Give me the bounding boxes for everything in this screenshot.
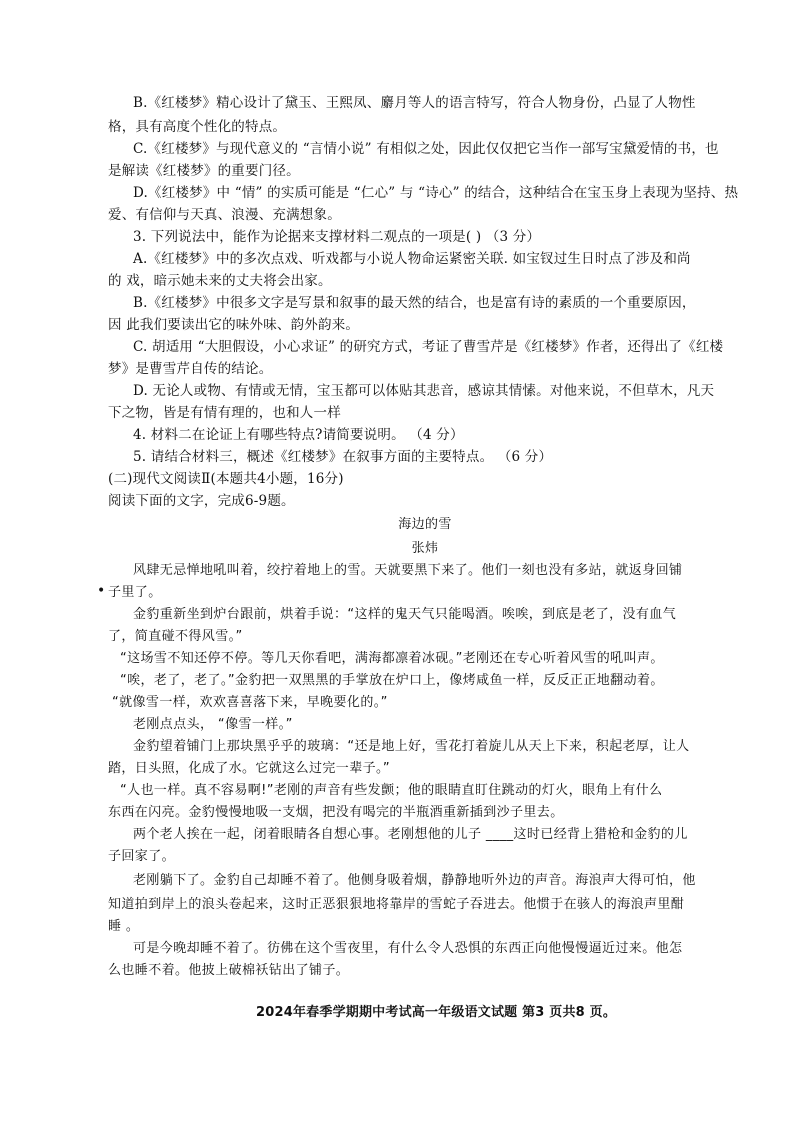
paragraph-2-line-1: 金豹重新坐到炉台跟前，烘着手说：“这样的鬼天气只能喝酒。唉唉，到底是老了，没有血气	[133, 607, 677, 622]
section-heading: (二)现代文阅读Ⅱ(本题共4小题，16分)	[108, 471, 344, 487]
paragraph-10-line-2: 么也睡不着。他披上破棉袄钻出了铺子。	[108, 963, 350, 978]
paragraph-3: “这场雪不知还停不停。等几天你看吧，满海都凛着冰砚。”老刚还在专心听着风雪的吼叫声。	[120, 651, 664, 666]
question-3: 3. 下列说法中，能作为论据来支撑材料二观点的一项是( ) （3 分）	[133, 229, 541, 245]
q3-option-d-line-1: D. 无论人或物、有情或无情，宝玉都可以体贴其悲音，感谅其情愫。对他来说，不但草木，凡天	[133, 383, 715, 399]
q3-option-c-line-2: 梦》是曹雪芹自传的结论。	[108, 361, 273, 377]
section-instruction: 阅读下面的文字，完成6-9题。	[108, 493, 295, 509]
q3-option-a-line-1: A.《红楼梦》中的多次点戏、听戏都与小说人物命运紧密关联. 如宝钗过生日时点了涉及和尚	[133, 251, 691, 267]
option-b-line-1: B.《红楼梦》精心设计了黛玉、王熙凤、麝月等人的语言特写，符合人物身份，凸显了人物性	[133, 95, 696, 111]
paragraph-7-line-1: “人也一样。真不容易啊!”老刚的声音有些发颤；他的眼睛直盯住跳动的灯火，眼角上有什么	[120, 783, 663, 798]
paragraph-6-line-2: 踏，日头照，化成了水。它就这么过完一辈子。”	[108, 761, 391, 776]
paragraph-1-line-1: 风肆无忌惮地吼叫着，绞拧着地上的雪。天就要黑下来了。他们一刻也没有多站，就返身回铺	[133, 563, 683, 578]
paragraph-9-line-2: 知道拍到岸上的浪头卷起来，这时正恶狠狠地将靠岸的雪蛇子吞进去。他惯于在骇人的海浪声里酣	[108, 897, 685, 912]
q3-option-b-line-2: 因 此我们要读出它的味外味、韵外韵来。	[108, 317, 360, 333]
paragraph-6-line-1: 金豹望着铺门上那块黑乎乎的玻璃：“还是地上好，雪花打着旋儿从天上下来，积起老厚，让人	[133, 739, 690, 754]
paragraph-7-line-2: 东西在闪亮。金豹慢慢地吸一支烟，把没有喝完的半瓶酒重新插到沙子里去。	[108, 805, 564, 820]
paragraph-8-line-2: 子回家了。	[108, 849, 176, 864]
option-d-line-2: 爱、有信仰与天真、浪漫、充满想象。	[108, 207, 341, 223]
paragraph-5: 老刚点点头， “像雪一样。”	[133, 717, 293, 732]
option-c-line-2: 是解读《红楼梦》的重要门径。	[108, 163, 300, 179]
q3-option-d-line-2: 下之物，皆是有情有理的，也和人一样	[108, 405, 341, 421]
paragraph-4-line-2: “就像雪一样，欢欢喜喜落下来，早晚要化的。”	[112, 695, 388, 710]
paragraph-8-line-1: 两个老人挨在一起，闭着眼睛各自想心事。老刚想他的儿子 ____这时已经背上猎枪和金豹的儿	[133, 827, 688, 842]
option-d-line-1: D.《红楼梦》中 “情” 的实质可能是 “仁心” 与 “诗心” 的结合，这种结合在宝玉身上表现为坚持、热	[133, 185, 739, 201]
paragraph-2-line-2: 了，简直碰不得风雪。”	[108, 629, 243, 644]
q3-option-a-line-2: 的 戏，暗示她未来的丈夫将会出家。	[108, 273, 332, 289]
question-4: 4. 材料二在论证上有哪些特点?请简要说明。 （4 分）	[133, 427, 464, 443]
paragraph-1-line-2: 子里了。	[108, 585, 162, 600]
page-footer: 2024年春季学期期中考试高一年级语文试题 第3 页共8 页。	[256, 1005, 617, 1020]
article-author: 张炜	[411, 541, 439, 556]
paragraph-9-line-3: 睡 。	[108, 919, 140, 934]
article-title: 海边的雪	[398, 517, 452, 532]
paragraph-10-line-1: 可是今晚却睡不着了。彷佛在这个雪夜里，有什么令人恐惧的东西正向他慢慢逼近过来。他怎	[133, 941, 683, 956]
option-b-line-2: 格，具有高度个性化的特点。	[108, 119, 287, 135]
q3-option-c-line-1: C. 胡适用 “大胆假设，小心求证” 的研究方式，考证了曹雪芹是《红楼梦》作者，还得出了《红楼	[133, 339, 724, 355]
paragraph-4-line-1: “唉，老了，老了。”金豹把一双黑黑的手掌放在炉口上，像烤咸鱼一样，反反正正地翻动着。	[120, 673, 664, 688]
question-5: 5. 请结合材料三，概述《红楼梦》在叙事方面的主要特点。 （6 分）	[133, 449, 553, 465]
paragraph-9-line-1: 老刚躺下了。金豹自己却睡不着了。他侧身吸着烟，静静地听外边的声音。海浪声大得可怕，他	[133, 873, 696, 888]
q3-option-b-line-1: B.《红楼梦》中很多文字是写景和叙事的最天然的结合，也是富有诗的素质的一个重要原因，	[133, 295, 696, 311]
bullet-mark: •	[97, 583, 106, 599]
option-c-line-1: C.《红楼梦》与现代意义的 “言情小说” 有相似之处，因此仅仅把它当作一部写宝黛爱情的书，也	[133, 141, 719, 157]
